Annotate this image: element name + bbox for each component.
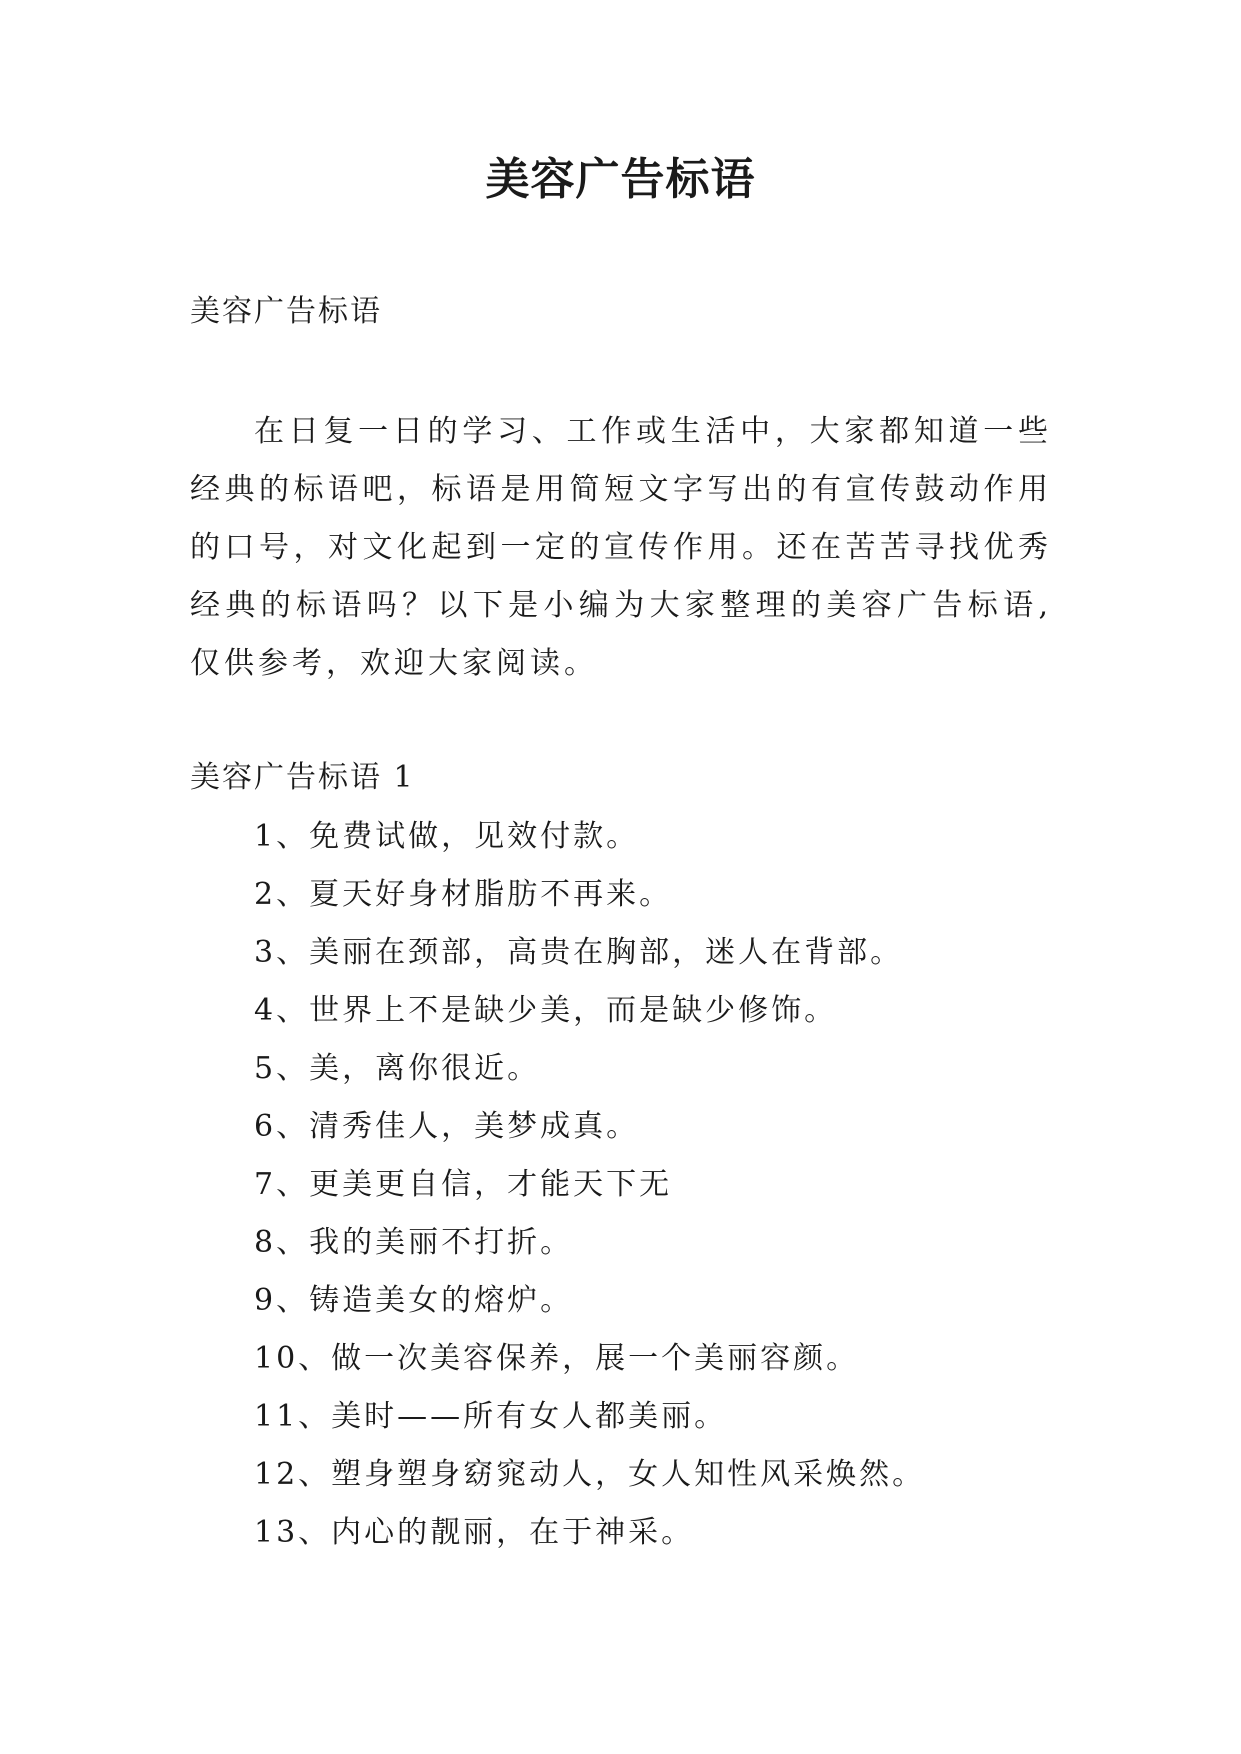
slogan-list bbox=[254, 808, 925, 1562]
slogan-item: 13、内心的靓丽，在于神采。 bbox=[254, 1515, 695, 1550]
document-subtitle: 美容广告标语 bbox=[190, 294, 382, 329]
slogan-item: 3、美丽在颈部，高贵在胸部，迷人在背部。 bbox=[254, 935, 904, 970]
intro-paragraph: 在日复一日的学习、工作或生活中，大家都知道一些经典的标语吧，标语是用简短文字写出的有宣传鼓动作用的口号，对文化起到一定的宣传作用。还在苦苦寻找优秀经典的标语吗？以下是小编为大家整理的美容广告标语,仅供参考，欢迎大家阅读。 bbox=[190, 414, 1052, 681]
slogan-item: 5、美，离你很近。 bbox=[254, 1051, 541, 1086]
slogan-item: 6、清秀佳人，美梦成真。 bbox=[254, 1109, 640, 1144]
slogan-item: 9、铸造美女的熔炉。 bbox=[254, 1283, 574, 1318]
slogan-item: 8、我的美丽不打折。 bbox=[254, 1225, 574, 1260]
document-title: 美容广告标语 bbox=[485, 154, 756, 205]
slogan-item: 4、世界上不是缺少美，而是缺少修饰。 bbox=[254, 993, 838, 1028]
slogan-item: 10、做一次美容保养，展一个美丽容颜。 bbox=[254, 1341, 860, 1376]
slogan-item: 2、夏天好身材脂肪不再来。 bbox=[254, 877, 673, 912]
slogan-item: 11、美时——所有女人都美丽。 bbox=[254, 1399, 728, 1434]
section-heading: 美容广告标语 1 bbox=[190, 760, 415, 795]
slogan-item: 12、塑身塑身窈窕动人，女人知性风采焕然。 bbox=[254, 1457, 926, 1492]
slogan-item: 1、免费试做，见效付款。 bbox=[254, 819, 640, 854]
slogan-item: 7、更美更自信，才能天下无 bbox=[254, 1167, 673, 1202]
